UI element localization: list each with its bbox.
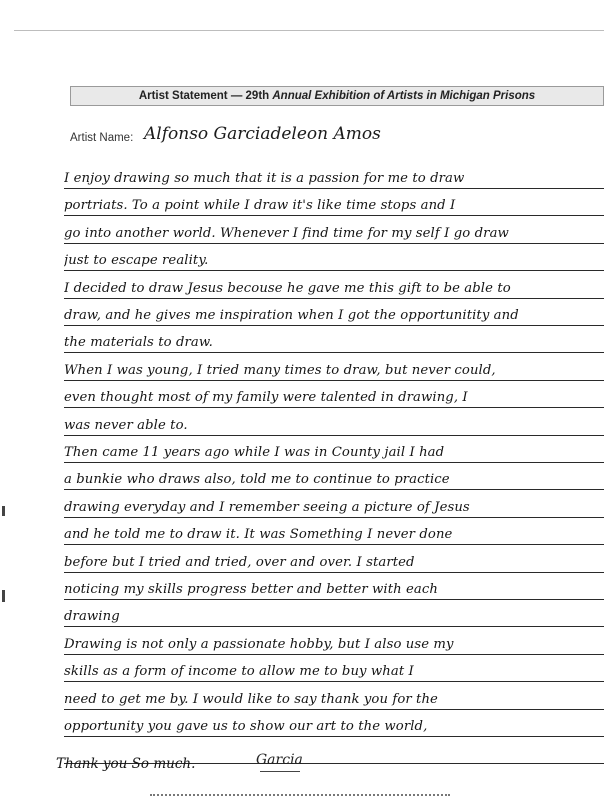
ruled-line <box>64 544 604 545</box>
signature <box>256 752 303 768</box>
statement-line: portriats. To a point while I draw it's like time stops and I <box>64 198 456 214</box>
statement-line: draw, and he gives me inspiration when I got the opportunitity and <box>64 308 519 323</box>
statement-line: just to escape reality. <box>64 253 209 269</box>
page-top-edge <box>14 30 604 31</box>
form-header <box>70 86 604 106</box>
ruled-line <box>64 407 604 408</box>
ruled-line <box>64 462 604 463</box>
statement-line: go into another world. Whenever I find time for my self I go draw <box>64 225 509 241</box>
ruled-line <box>64 380 604 381</box>
ruled-line <box>64 681 604 682</box>
ruled-line <box>64 736 604 737</box>
statement-line: need to get me by. I would like to say thank you for the <box>64 691 438 707</box>
ruled-line <box>64 654 604 655</box>
ruled-line <box>64 325 604 326</box>
ruled-line <box>64 489 604 490</box>
ruled-line <box>64 599 604 600</box>
ruled-line <box>64 188 604 189</box>
ruled-line <box>64 352 604 353</box>
statement-line: Drawing is not only a passionate hobby, but I also use my <box>64 636 454 652</box>
statement-line: When I was young, I tried many times to draw, but never could, <box>64 362 496 378</box>
ruled-line <box>64 215 604 216</box>
margin-mark <box>2 590 5 602</box>
statement-line: was never able to. <box>64 417 188 433</box>
ruled-line <box>64 626 604 627</box>
signature-text: Garcia <box>256 752 303 768</box>
statement-line: the materials to draw. <box>64 335 213 351</box>
statement-line: I decided to draw Jesus becouse he gave me this gift to be able to <box>64 280 511 296</box>
statement-line: drawing <box>64 609 120 625</box>
ruled-line <box>64 709 604 710</box>
scan-artifact <box>150 794 450 798</box>
statement-line: drawing everyday and I remember seeing a picture of Jesus <box>64 499 470 515</box>
margin-mark <box>2 506 5 516</box>
ruled-line <box>64 298 604 299</box>
statement-line: before but I tried and tried, over and over. I started <box>64 554 415 570</box>
statement-line: and he told me to draw it. It was Something I never done <box>64 527 453 543</box>
sign-off-text: Thank you So much. <box>56 756 196 772</box>
ruled-line <box>64 572 604 573</box>
ruled-line <box>64 270 604 271</box>
ruled-line <box>64 243 604 244</box>
statement-line: Then came 11 years ago while I was in County jail I had <box>64 445 445 460</box>
statement-line: opportunity you gave us to show our art to the world, <box>64 719 428 734</box>
statement-line: skills as a form of income to allow me to buy what I <box>64 664 414 680</box>
signature-underline <box>260 771 300 772</box>
artist-name-label: Artist Name: <box>70 132 134 144</box>
header-title-tail: Annual Exhibition of Artists in Michigan Prisons <box>272 90 536 102</box>
ruled-line <box>64 517 604 518</box>
statement-line: a bunkie who draws also, told me to continue to practice <box>64 472 450 488</box>
statement-line: noticing my skills progress better and better with each <box>64 582 438 597</box>
statement-line: even thought most of my family were talented in drawing, I <box>64 390 468 406</box>
header-title-lead: Artist Statement — 29th <box>138 90 270 102</box>
ruled-line <box>64 435 604 436</box>
statement-line: I enjoy drawing so much that it is a passion for me to draw <box>64 171 465 186</box>
artist-name-value: Alfonso Garciadeleon Amos <box>144 124 381 144</box>
